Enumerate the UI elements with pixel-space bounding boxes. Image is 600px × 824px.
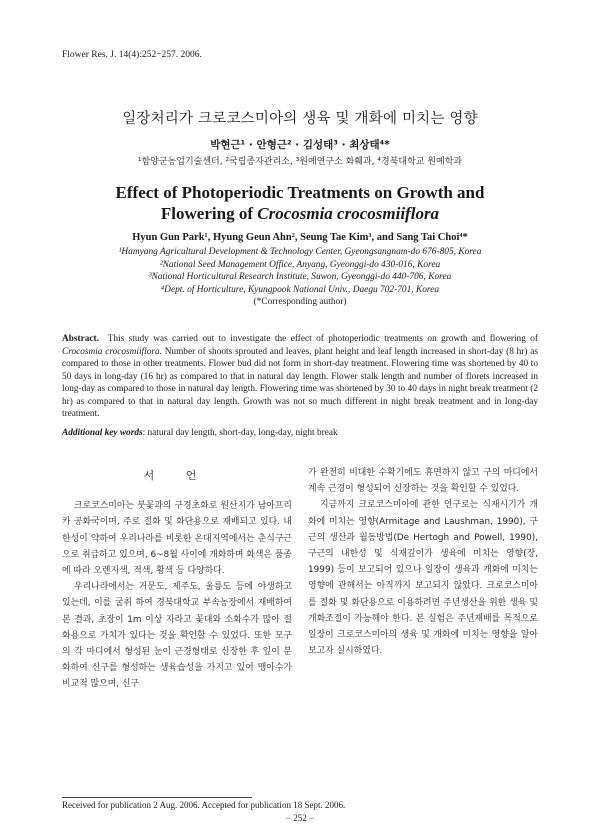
section-heading: 서 언	[143, 469, 211, 482]
english-title-prefix: Flowering of	[160, 204, 258, 223]
journal-citation: Flower Res. J. 14(4):252−257. 2006.	[62, 50, 202, 60]
species-name: Crocosmia crocosmiiflora	[257, 204, 440, 223]
english-title	[0, 182, 600, 224]
corresponding-author-note: (*Corresponding author)	[253, 297, 347, 308]
affiliation-2: ²National Seed Management Office, Anyang, Gyeonggi-do 430-016, Korea	[159, 259, 441, 270]
left-column	[62, 468, 292, 693]
page-number: − 252 −	[285, 813, 315, 823]
abstract	[62, 333, 538, 421]
korean-title: 일장처리가 크로코스미아의 생육 및 개화에 미치는 영향	[122, 111, 478, 127]
right-column	[308, 465, 538, 659]
english-title-line2	[0, 203, 600, 224]
footnote-divider	[62, 797, 252, 798]
affiliation-1: ¹Hamyang Agricultural Development & Technology Center, Gyeongsangnam-do 676-805, Korea	[118, 247, 482, 257]
abstract-species: Crocosmia crocosmiiflora.	[62, 346, 162, 357]
affiliation-3: ³National Horticultural Research Institute, Suwon, Gyeonggi-do 440-706, Korea	[148, 272, 452, 283]
korean-affiliations: ¹함양군농업기술센터, ²국립종자관리소, ³원예연구소 화훼과, ⁴경북대학교 원예학과	[137, 157, 463, 167]
korean-authors: 박현근¹ · 안형근² · 김성태³ · 최상태⁴*	[210, 139, 390, 151]
affiliation-4: ⁴Dept. of Horticulture, Kyungpook National Univ., Daegu 702-701, Korea	[160, 284, 440, 295]
english-title-line1: Effect of Photoperiodic Treatments on Growth and	[115, 183, 485, 202]
english-authors: Hyun Gun Park¹, Hyung Geun Ahn², Seung Tae Kim³, and Sang Tai Choi⁴*	[132, 232, 468, 243]
received-note: Received for publication 2 Aug. 2006. Accepted for publication 18 Sept. 2006.	[62, 800, 346, 810]
abstract-label: Abstract.	[62, 334, 99, 344]
left-paragraph-1: 크로코스미아는 붓꽃과의 구경초화로 원산지가 남아프리카 공화국이며, 주로 절화 및 화단용으로 재배되고 있다. 내한성이 약하여 우리나라를 비롯한 온대지역에서는 춘식구근으로 취급하고 있으며, 6~8월 사이에 개화하며 화색은 품종에 따라 오렌지색, 적색, 황색 등 다양하다.	[62, 501, 292, 577]
right-paragraph-2: 지금까지 크로코스미아에 관한 연구로는 식재시기가 개화에 미치는 영향(Armitage and Laushman, 1990), 구근의 생산과 월동방법(De Hertogh and Powell, 1990), 구근의 내한성 및 식재깊이가 생육에 미치는 영향(장, 1999) 등이 보고되어 있으나 일장이 생육과 개화에 미치는 영향에 관해서는 아직까지 보고되지 않았다. 크로코스미아를 절화 및 화단용으로 이용하려면 주년생산을 위한 생육 및 개화조절이 가능해야 한다. 본 실험은 주년재배를 목적으로 일장이 크로코스미아의 생육 및 개화에 미치는 영향을 알아보고자 실시하였다.	[308, 500, 538, 657]
keywords-label: Additional key words	[62, 428, 143, 438]
abstract-text-a: This study was carried out to investigate the effect of photoperiodic treatments on growth and flowering of	[107, 334, 538, 344]
right-paragraph-1: 가 완전히 비대한 수확기에도 휴면하지 않고 구의 마디에서 계속 근경이 형성되어 신장하는 것을 확인할 수 있었다.	[308, 468, 538, 495]
key-words	[62, 428, 538, 438]
keywords-list: : natural day length, short-day, long-day, night break	[142, 428, 338, 438]
abstract-text-b: Number of shoots sprouted and leaves, plant height and leaf length increased in short-day (8 hr) as compared to those in other treatments. Flower bud did not form in short-day treatment. Flowering time was shortened by 40 to 50 days in long-day (16 hr) as compared to that in natural day length. Flower stalk length and number of florets increased in long-day as compared to those in natural day length. Flowering time was shortened by 30 to 40 days in night break treatment (2 hr) as compared to that in natural day length. Growth was not so much different in night break treatment and in long-day treatment.	[62, 346, 539, 419]
left-paragraph-2: 우리나라에서는 거문도, 제주도, 울릉도 등에 야생하고 있는데, 이를 굴취 하여 경북대학교 부속농장에서 재배하여 본 결과, 초장이 1m 이상 자라고 꽃대와 소화수가 많아 절화용으로 가치가 있다는 것을 확인할 수 있었다. 또한 모구의 각 마디에서 형성된 눈이 근경형태로 신장한 후 잎이 분화하여 신구를 형성하는 생육습성을 가지고 있어 맹아수가 비교적 많으며, 신구	[62, 582, 292, 690]
english-affiliations	[0, 246, 600, 309]
